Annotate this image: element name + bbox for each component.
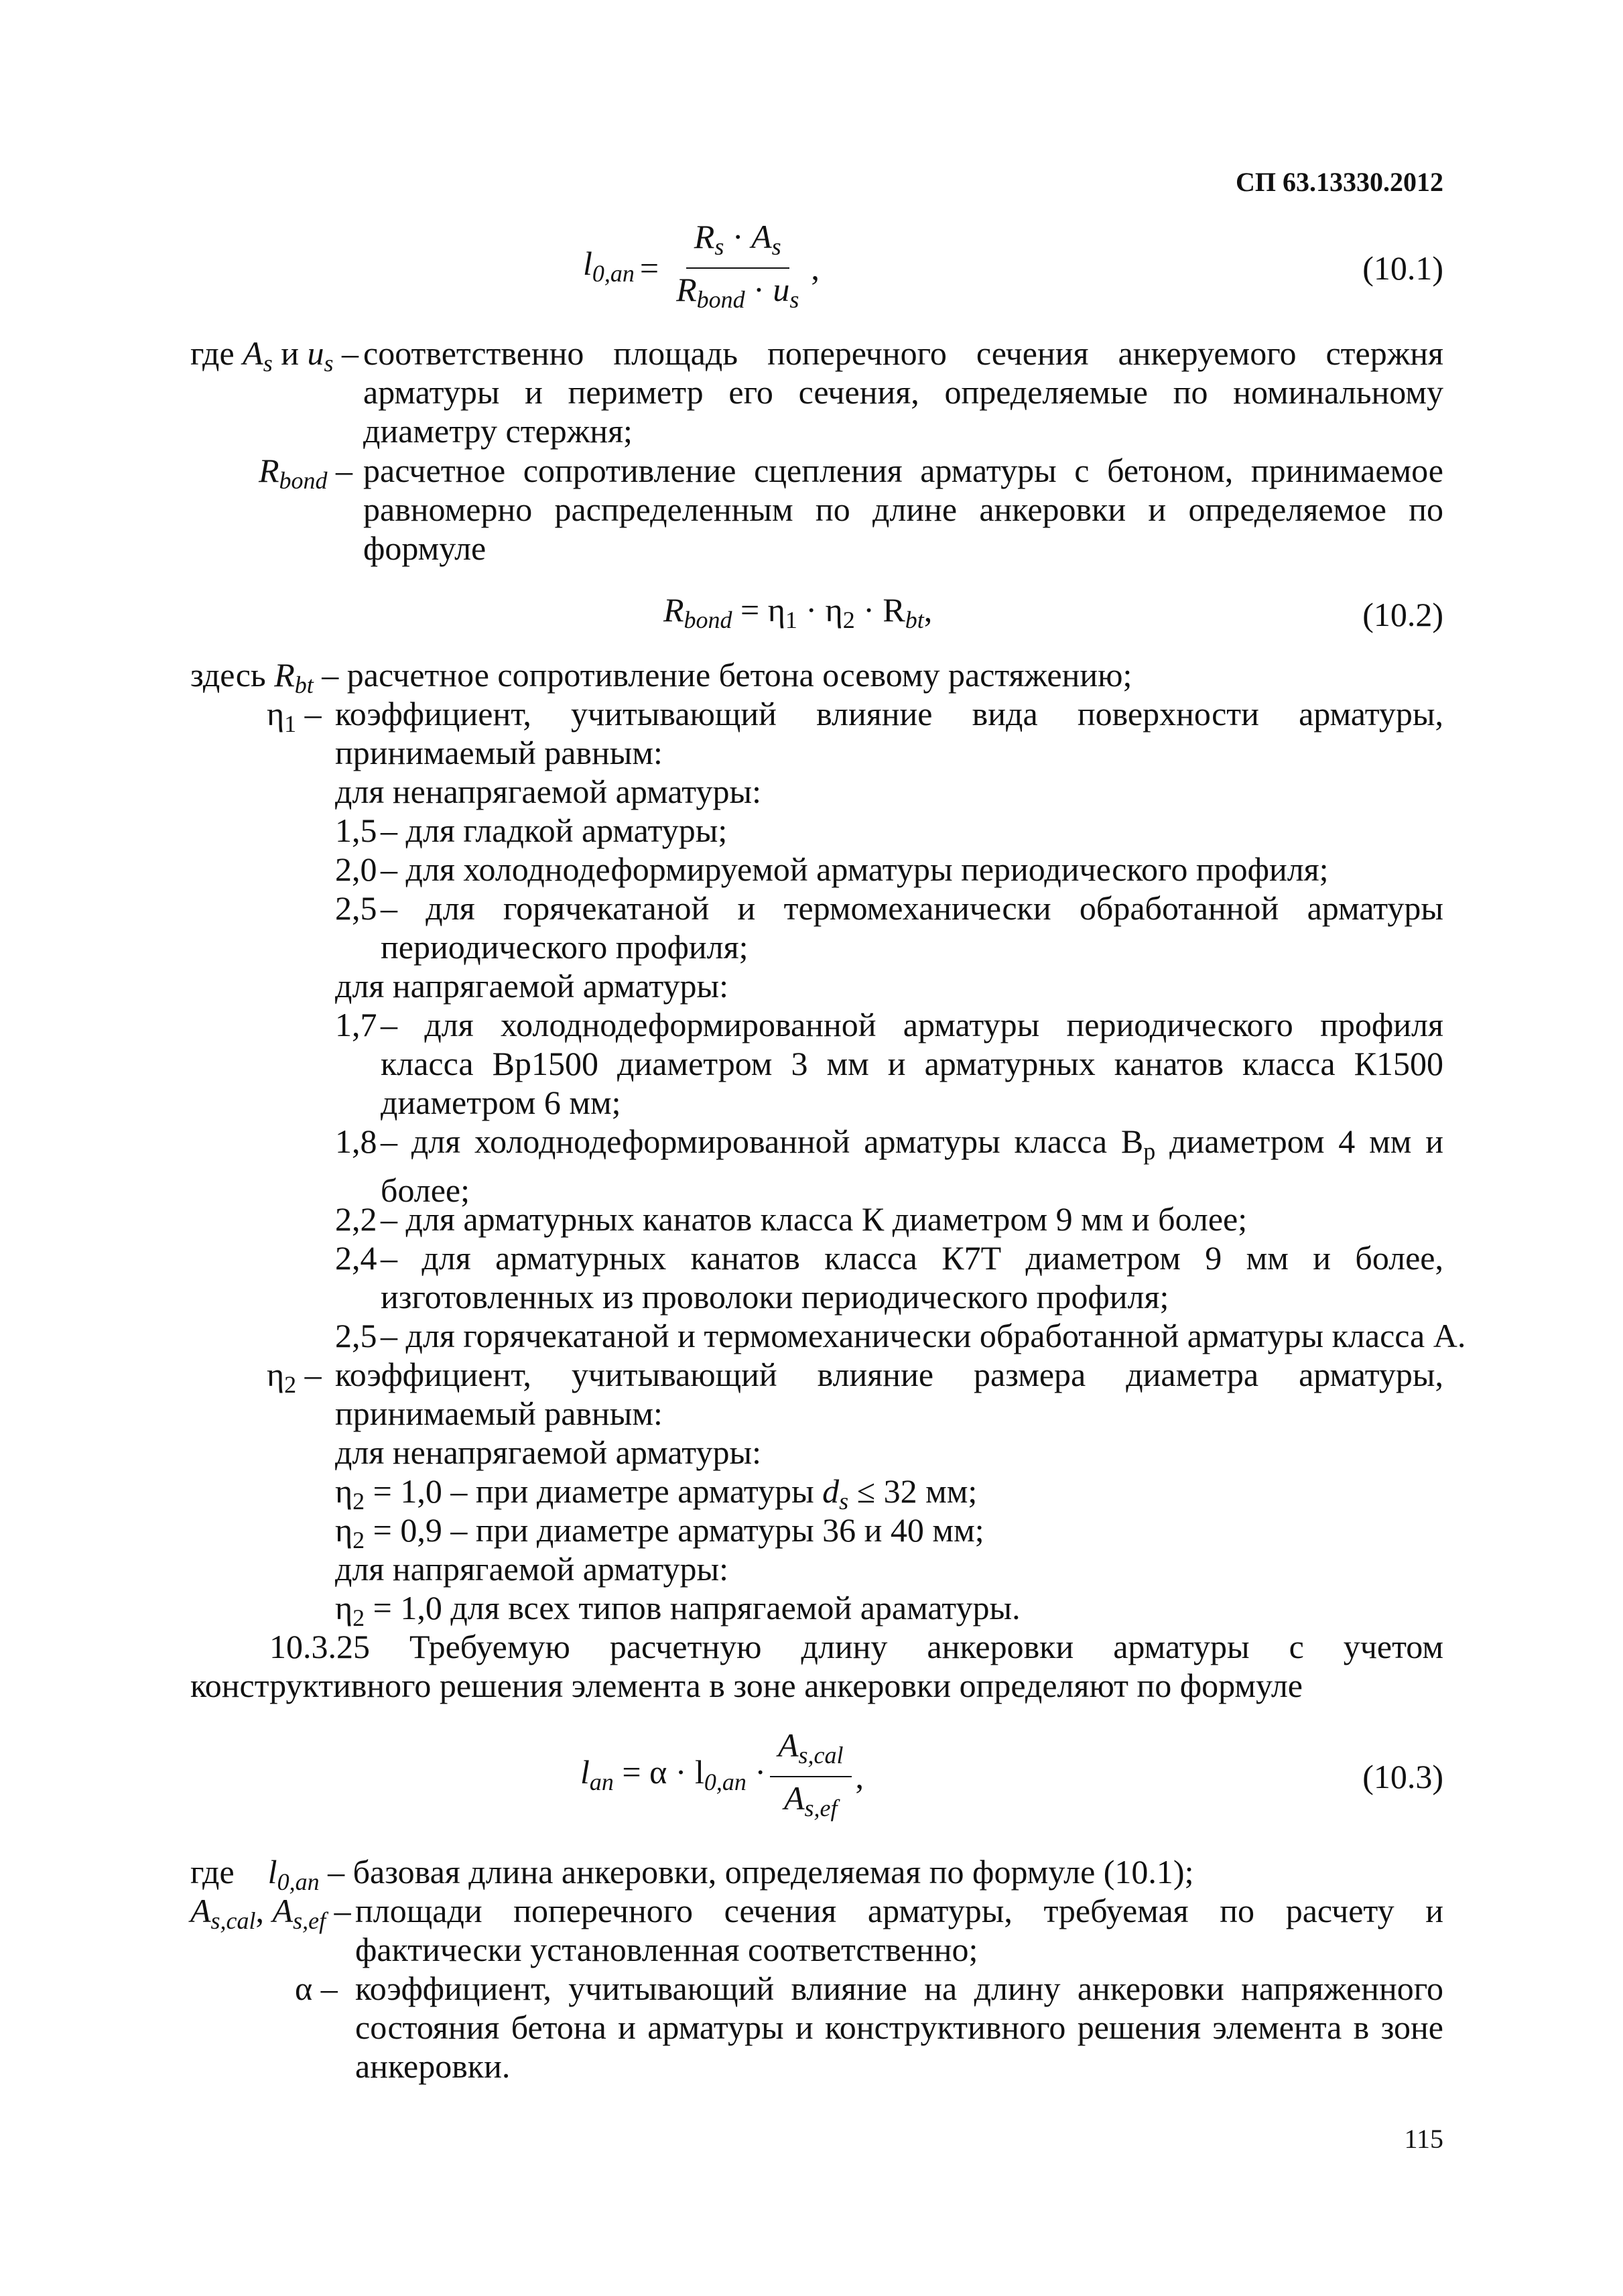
definition-label: где $A_s$ и $u_s$ – — [190, 334, 359, 377]
definition-label: $\eta_2$ – — [267, 1356, 322, 1398]
list-item: $\eta_2 = 1,0$ для всех типов напрягаемой араматуры. — [335, 1589, 1021, 1631]
formula-lhs: $l_{an} = \alpha \cdot l_{0,an}$ · — [580, 1752, 766, 1795]
definition-text: коэффициент, учитывающий влияние размера диаметра арматуры, принимаемый равным: — [335, 1356, 1443, 1432]
group-label: для ненапрягаемой арматуры: — [335, 773, 761, 810]
definition-Rbt: здесь $R_{bt}$ – расчетное сопротивление бетона осевому растяжению; — [190, 656, 1132, 698]
document-code: СП 63.13330.2012 — [1236, 167, 1443, 197]
paragraph-10-3-25-line1: 10.3.25 Требуемую расчетную длину анкеровки арматуры с учетом — [269, 1628, 1443, 1665]
formula-10-1: $l_{0,an}$ = $\frac{R_s \cdot A_s}{R_{bond} \cdot u_s}$ , (10.1) — [0, 211, 1623, 325]
fraction-numerator: $A_{s,cal}$ — [770, 1727, 852, 1777]
definition-label: α – — [295, 1970, 338, 2007]
fraction-denominator: $R_{bond} \cdot u_s$ — [676, 271, 799, 313]
equation-number: (10.2) — [1362, 596, 1443, 633]
equation-number: (10.3) — [1362, 1758, 1443, 1795]
formula-fraction — [770, 1727, 852, 1826]
fraction-denominator: $A_{s,ef}$ — [784, 1779, 838, 1822]
definition-text: коэффициент, учитывающий влияние на длину анкеровки напряженного состояния бетона и арматуры и конструктивного решения элемента в зоне анкеровки. — [355, 1970, 1443, 2085]
group-label: для ненапрягаемой арматуры: — [335, 1433, 761, 1471]
page-number: 115 — [1404, 2124, 1443, 2154]
list-item: $\eta_2 = 0,9$ – при диаметре арматуры 36 и 40 мм; — [335, 1511, 984, 1553]
definition-text: коэффициент, учитывающий влияние вида поверхности арматуры, принимаемый равным: — [335, 695, 1443, 771]
formula-10-2 — [0, 558, 1623, 672]
definition-text: расчетное сопротивление сцепления арматуры с бетоном, принимаемое равномерно распределенным по длине анкеровки и определяемое по формуле — [363, 452, 1443, 567]
formula-10-3: $l_{an} = \alpha \cdot l_{0,an}$ · $\frac{A_{s,cal}}{A_{s,ef}}$ , (10.3) — [0, 1720, 1623, 1834]
list-item: $\eta_2 = 1,0$ – при диаметре арматуры $d_s \le 32$ мм; — [335, 1472, 978, 1515]
equation-number: (10.1) — [1362, 249, 1443, 287]
formula-lhs: $l_{0,an}$ — [583, 244, 635, 287]
formula-fraction — [668, 218, 807, 318]
document-page: СП 63.13330.2012 $l_{0,an}$ = $\frac{R_s \cdot A_s}{R_{bond} \cdot u_s}$ , (10.1) где $A_s$ и $u_s$ – соответственно площадь поперечного сечения анкеруемого стержня арматуры и периметр его сечения, определяемые по номинальному диаметру стержня; $R_{bond}$ – расчетное сопротивление сцепления арматуры с бетоном, принимаемое равномерно распределенным по длине анкеровки и определяемое по формуле $R_{bond} = \eta_1 \cdot \eta_2 \cdot R_{bt}$, (10.2) здесь $R_{bt}$ – расчетное сопротивление бетона осевому растяжению; $\eta_1$ – коэффициент, учитывающий влияние вида поверхности арматуры, принимаемый равным: для ненапрягаемой арматуры: 1,5 – для гладкой арматуры; 2,0 – для холоднодеформируемой арматуры периодического профиля; 2,5 – для горячекатаной и термомеханически обработанной арматуры периодического профиля; для напрягаемой арматуры: 1,7 – для холоднодеформированной арматуры периодического профиля класса Вр1500 диаметром 3 мм и арматурных канатов класса К1500 диаметром 6 мм; 1,8 – для холоднодеформированной арматуры класса $В_р$ диаметром 4 мм и более; 2,2 – для арматурных канатов класса К диаметром 9 мм и более; 2,4 – для арматурных канатов класса К7Т диаметром 9 мм и более, изготовленных из проволоки периодического профиля; 2,5 – для горячекатаной и термомеханически обработанной арматуры класса А. $\eta_2$ – коэффициент, учитывающий влияние размера диаметра арматуры, принимаемый равным: для ненапрягаемой арматуры: $\eta_2 = 1,0$ – при диаметре арматуры $d_s \le 32$ мм; $\eta_2 = 0,9$ – при диаметре арматуры 36 и 40 мм; для напрягаемой арматуры: $\eta_2 = 1,0$ для всех типов напрягаемой араматуры. 10.3.25 Требуемую расчетную длину анкеровки арматуры с учетом конструктивного решения элемента в зоне анкеровки определяют по формуле $l_{an} = \alpha \cdot l_{0,an}$ · $\frac{A_{s,cal}}{A_{s,ef}}$ , (10.3) где $l_{0,an}$ – базовая длина анкеровки, определяемая по формуле (10.1); $A_{s,cal}$, $A_{s,ef}$ – площади поперечного сечения арматуры, требуемая по расчету и фактически установленная соответственно; α – коэффициент, учитывающий влияние на длину анкеровки напряженного состояния бетона и арматуры и конструктивного решения элемента в зоне анкеровки. 115 — [0, 0, 1623, 2296]
group-label: для напрягаемой арматуры: — [335, 967, 729, 1005]
definition-label: $A_{s,cal}$, $A_{s,ef}$ – — [190, 1892, 351, 1934]
definition-label: $R_{bond}$ – — [259, 452, 353, 494]
paragraph-10-3-25-line2: конструктивного решения элемента в зоне анкеровки определяют по формуле — [190, 1667, 1303, 1704]
fraction-numerator: $R_s \cdot A_s$ — [686, 218, 789, 269]
group-label: для напрягаемой арматуры: — [335, 1550, 729, 1588]
definition-text: площади поперечного сечения арматуры, требуемая по расчету и фактически установленная соответственно; — [355, 1892, 1443, 1968]
definition-l0an: где $l_{0,an}$ – базовая длина анкеровки, определяемая по формуле (10.1); — [190, 1853, 1194, 1895]
definition-label: $\eta_1$ – — [267, 695, 322, 737]
formula-expression: $R_{bond} = \eta_1 \cdot \eta_2 \cdot R_{bt}$, — [663, 590, 933, 633]
definition-text: соответственно площадь поперечного сечения анкеруемого стержня арматуры и периметр его сечения, определяемые по номинальному диаметру стержня; — [363, 334, 1443, 450]
